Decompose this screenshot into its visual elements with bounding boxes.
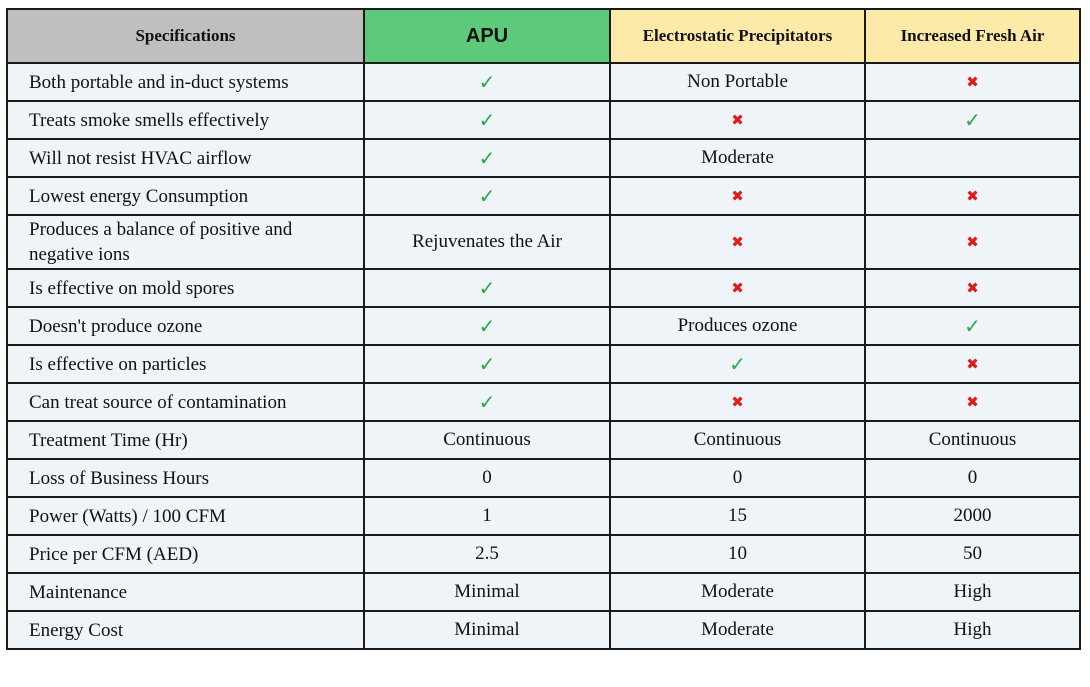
table-row [7, 307, 1080, 345]
check-icon: ✓ [478, 313, 496, 338]
spec-label: Lowest energy Consumption [7, 177, 364, 215]
header-apu: APU [364, 9, 610, 63]
table-row [7, 535, 1080, 573]
spec-label: Maintenance [7, 573, 364, 611]
cross-icon: ✖ [731, 233, 744, 251]
cell-apu: 2.5 [364, 535, 610, 573]
check-icon: ✓ [478, 145, 496, 170]
cell-apu [364, 177, 610, 215]
cell-fresh-air [865, 63, 1080, 101]
cell-fresh-air [865, 215, 1080, 269]
table-row [7, 269, 1080, 307]
cross-icon: ✖ [966, 355, 979, 373]
spec-label: Power (Watts) / 100 CFM [7, 497, 364, 535]
spec-label: Treatment Time (Hr) [7, 421, 364, 459]
spec-label: Both portable and in-duct systems [7, 63, 364, 101]
table-row [7, 459, 1080, 497]
spec-label: Price per CFM (AED) [7, 535, 364, 573]
check-icon: ✓ [478, 183, 496, 208]
cell-apu: Minimal [364, 573, 610, 611]
cell-fresh-air [865, 345, 1080, 383]
check-icon: ✓ [478, 351, 496, 376]
cell-electrostatic: Moderate [610, 611, 865, 649]
header-specifications: Specifications [7, 9, 364, 63]
cell-apu [364, 139, 610, 177]
cell-electrostatic: Continuous [610, 421, 865, 459]
cell-apu: Continuous [364, 421, 610, 459]
cell-apu: Rejuvenates the Air [364, 215, 610, 269]
cell-electrostatic: 10 [610, 535, 865, 573]
cell-apu: 0 [364, 459, 610, 497]
cell-fresh-air [865, 383, 1080, 421]
cell-fresh-air: Continuous [865, 421, 1080, 459]
table-row [7, 215, 1080, 269]
cross-icon: ✖ [966, 233, 979, 251]
cell-electrostatic [610, 345, 865, 383]
cell-fresh-air: 2000 [865, 497, 1080, 535]
check-icon: ✓ [964, 313, 981, 338]
cross-icon: ✖ [966, 279, 979, 297]
check-icon: ✓ [478, 107, 496, 132]
cell-electrostatic: Moderate [610, 139, 865, 177]
cell-electrostatic [610, 215, 865, 269]
table-row [7, 101, 1080, 139]
cross-icon: ✖ [966, 393, 979, 411]
cell-electrostatic [610, 269, 865, 307]
cross-icon: ✖ [731, 111, 744, 129]
cell-apu [364, 383, 610, 421]
spec-label: Is effective on particles [7, 345, 364, 383]
table-body [7, 63, 1080, 649]
cross-icon: ✖ [966, 187, 979, 205]
check-icon: ✓ [729, 351, 746, 376]
cell-apu [364, 63, 610, 101]
table-row [7, 497, 1080, 535]
table-row [7, 573, 1080, 611]
spec-label: Energy Cost [7, 611, 364, 649]
cell-apu [364, 269, 610, 307]
cell-apu: Minimal [364, 611, 610, 649]
cell-fresh-air: 50 [865, 535, 1080, 573]
check-icon: ✓ [478, 275, 496, 300]
table-row [7, 63, 1080, 101]
cell-electrostatic [610, 101, 865, 139]
table-row [7, 139, 1080, 177]
cell-electrostatic: Non Portable [610, 63, 865, 101]
cross-icon: ✖ [731, 279, 744, 297]
cross-icon: ✖ [966, 73, 979, 91]
spec-label: Treats smoke smells effectively [7, 101, 364, 139]
header-electrostatic-precipitators: Electrostatic Precipitators [610, 9, 865, 63]
table-row [7, 383, 1080, 421]
cell-fresh-air [865, 269, 1080, 307]
cell-apu [364, 101, 610, 139]
spec-label: Produces a balance of positive and negative ions [7, 215, 364, 269]
cell-electrostatic [610, 177, 865, 215]
cell-fresh-air: High [865, 611, 1080, 649]
table-row [7, 345, 1080, 383]
spec-label: Is effective on mold spores [7, 269, 364, 307]
table-row [7, 177, 1080, 215]
cell-fresh-air [865, 101, 1080, 139]
header-increased-fresh-air: Increased Fresh Air [865, 9, 1080, 63]
cross-icon: ✖ [731, 393, 744, 411]
check-icon: ✓ [478, 69, 496, 94]
cell-electrostatic: Produces ozone [610, 307, 865, 345]
check-icon: ✓ [478, 389, 496, 414]
cell-apu: 1 [364, 497, 610, 535]
cell-electrostatic [610, 383, 865, 421]
spec-label: Doesn't produce ozone [7, 307, 364, 345]
cell-apu [364, 307, 610, 345]
cell-fresh-air [865, 177, 1080, 215]
cell-electrostatic: 0 [610, 459, 865, 497]
header-row [7, 9, 1080, 63]
spec-label: Can treat source of contamination [7, 383, 364, 421]
spec-label: Loss of Business Hours [7, 459, 364, 497]
cross-icon: ✖ [731, 187, 744, 205]
cell-fresh-air: High [865, 573, 1080, 611]
comparison-table [6, 8, 1081, 650]
check-icon: ✓ [964, 107, 981, 132]
spec-label: Will not resist HVAC airflow [7, 139, 364, 177]
table-row [7, 611, 1080, 649]
cell-electrostatic: 15 [610, 497, 865, 535]
cell-fresh-air [865, 139, 1080, 177]
cell-apu [364, 345, 610, 383]
cell-electrostatic: Moderate [610, 573, 865, 611]
cell-fresh-air: 0 [865, 459, 1080, 497]
table-row [7, 421, 1080, 459]
cell-fresh-air [865, 307, 1080, 345]
